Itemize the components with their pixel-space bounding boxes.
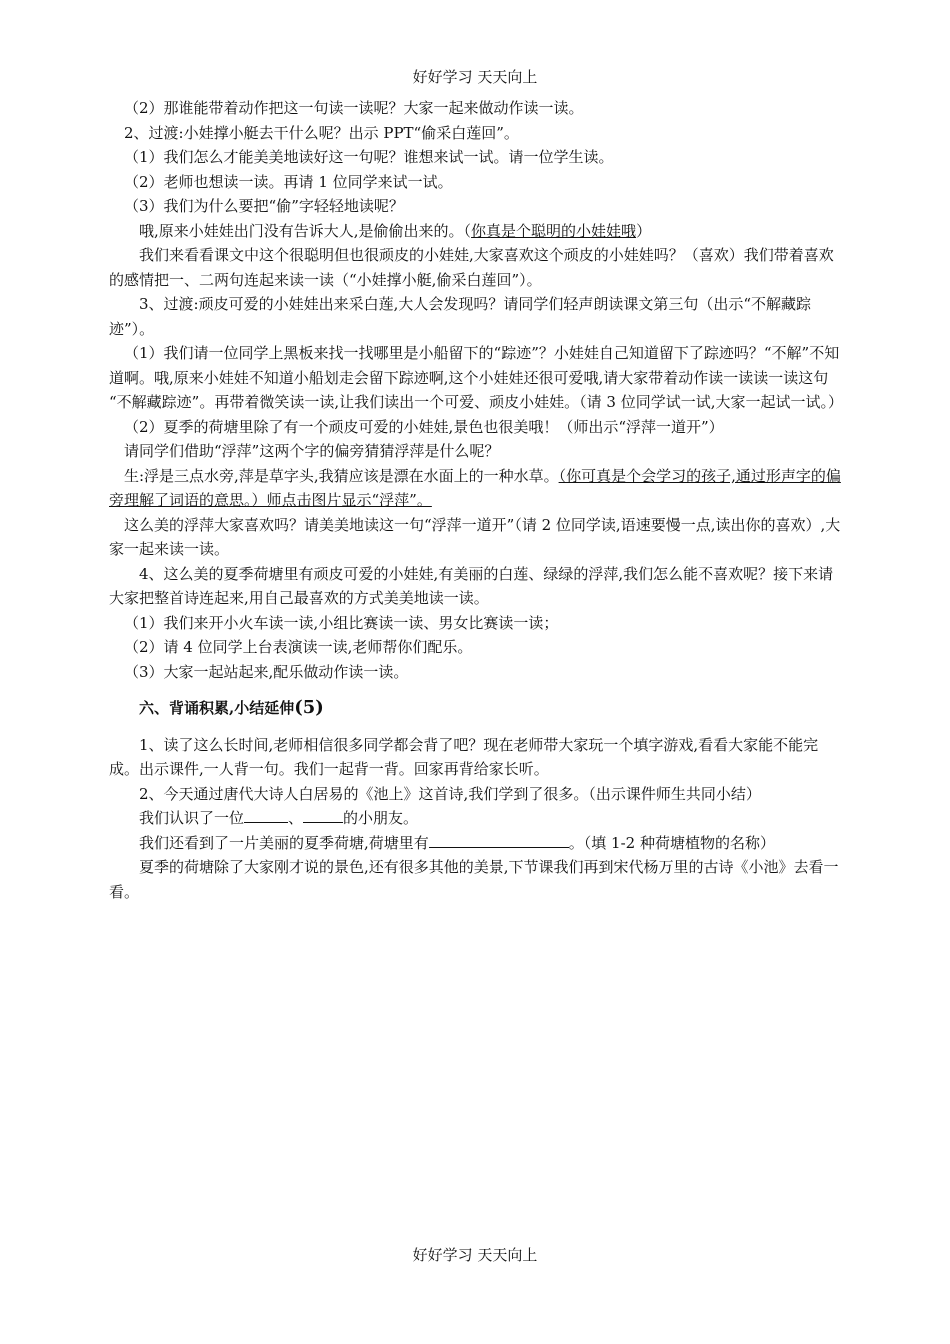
text-run: 。（填 1-2 种荷塘植物的名称） bbox=[568, 833, 775, 852]
paragraph: （3）大家一起站起来,配乐做动作读一读。 bbox=[124, 662, 409, 681]
paragraph: （2）那谁能带着动作把这一句读一读呢？大家一起来做动作读一读。 bbox=[124, 99, 584, 117]
page-header: 好好学习 天天向上 bbox=[412, 68, 538, 86]
text-run: 哦,原来小娃娃出门没有告诉大人,是偷偷出来的。（ bbox=[139, 221, 472, 240]
paragraph bbox=[109, 806, 844, 831]
paragraph: 2、今天通过唐代大诗人白居易的《池上》这首诗,我们学到了很多。（出示课件师生共同小结） bbox=[139, 784, 761, 803]
paragraph: （1）我们来开小火车读一读,小组比赛读一读、男女比赛读一读； bbox=[124, 613, 559, 632]
underlined-text: 你真是个聪明的小娃娃哦 bbox=[471, 221, 637, 240]
document-body bbox=[109, 96, 844, 904]
paragraph: （1）我们请一位同学上黑板来找一找哪里是小船留下的“踪迹”？小娃娃自己知道留下了踪迹吗？“不解”不知道啊。哦,原来小娃娃不知道小船划走会留下踪迹啊,这个小娃娃还很可爱哦,请大家带着动作读一读读一读这句 “不解藏踪迹”。再带着微笑读一读,让我们读出一个可爱、顽皮小娃娃。（请 3 位同学试一试,大家一起试一试。） bbox=[109, 344, 843, 411]
fill-blank bbox=[244, 806, 288, 823]
paragraph: 请同学们借助“浮萍”这两个字的偏旁猜猜浮萍是什么呢？ bbox=[124, 442, 500, 460]
heading-number: (5) bbox=[294, 697, 324, 718]
text-run: 生:浮是三点水旁,萍是草字头,我猜应该是漂在水面上的一种水草。 bbox=[124, 466, 559, 485]
fill-blank bbox=[429, 831, 569, 848]
paragraph: 我们来看看课文中这个很聪明但也很顽皮的小娃娃,大家喜欢这个顽皮的小娃娃吗？（喜欢）我们带着喜欢的感情把一、二两句连起来读一读（“小娃撑小艇,偷采白莲回”）。 bbox=[109, 246, 834, 289]
paragraph: （2）请 4 位同学上台表演读一读,老师帮你们配乐。 bbox=[124, 638, 473, 656]
section-heading bbox=[109, 696, 844, 721]
fill-blank bbox=[303, 806, 343, 823]
paragraph bbox=[109, 219, 844, 244]
text-run: 我们认识了一位 bbox=[139, 809, 245, 827]
text-run: 的小朋友。 bbox=[343, 809, 419, 827]
paragraph: （2）老师也想读一读。再请 1 位同学来试一试。 bbox=[124, 172, 453, 191]
paragraph: 1、读了这么长时间,老师相信很多同学都会背了吧？现在老师带大家玩一个填字游戏,看看大家能不能完成。出示课件,一人背一句。我们一起背一背。回家再背给家长听。 bbox=[109, 735, 819, 778]
page-footer: 好好学习 天天向上 bbox=[412, 1246, 538, 1264]
paragraph: 3、过渡:顽皮可爱的小娃娃出来采白莲,大人会发现吗？请同学们轻声朗读课文第三句（出示“不解藏踪迹”）。 bbox=[109, 295, 812, 338]
paragraph: 夏季的荷塘除了大家刚才说的景色,还有很多其他的美景,下节课我们再到宋代杨万里的古诗《小池》去看一看。 bbox=[109, 858, 839, 901]
paragraph: 这么美的浮萍大家喜欢吗？请美美地读这一句“浮萍一道开”（请 2 位同学读,语速要慢一点,读出你的喜欢）,大家一起来读一读。 bbox=[109, 515, 841, 558]
text-run: 、 bbox=[288, 809, 304, 827]
underlined-text: （你可真是个会学习的孩子,通过形声字的偏旁理解了词语的意思。）师点击图片显示“浮萍”。 bbox=[109, 466, 841, 509]
paragraph bbox=[109, 464, 844, 513]
paragraph: 2、过渡:小娃撑小艇去干什么呢？出示 PPT“偷采白莲回”。 bbox=[124, 123, 519, 142]
paragraph: （3）我们为什么要把“偷”字轻轻地读呢？ bbox=[124, 197, 404, 215]
paragraph: 4、这么美的夏季荷塘里有顽皮可爱的小娃娃,有美丽的白莲、绿绿的浮萍,我们怎么能不喜欢呢？接下来请大家把整首诗连起来,用自己最喜欢的方式美美地读一读。 bbox=[109, 564, 834, 607]
text-run: 我们还看到了一片美丽的夏季荷塘,荷塘里有 bbox=[139, 833, 429, 852]
paragraph: （2）夏季的荷塘里除了有一个顽皮可爱的小娃娃,景色也很美哦！（师出示“浮萍一道开”） bbox=[124, 417, 724, 436]
heading-text: 六、背诵积累,小结延伸 bbox=[139, 699, 295, 717]
text-run: ） bbox=[636, 221, 652, 240]
paragraph bbox=[109, 831, 844, 856]
paragraph: （1）我们怎么才能美美地读好这一句呢？谁想来试一试。请一位学生读。 bbox=[124, 148, 614, 166]
